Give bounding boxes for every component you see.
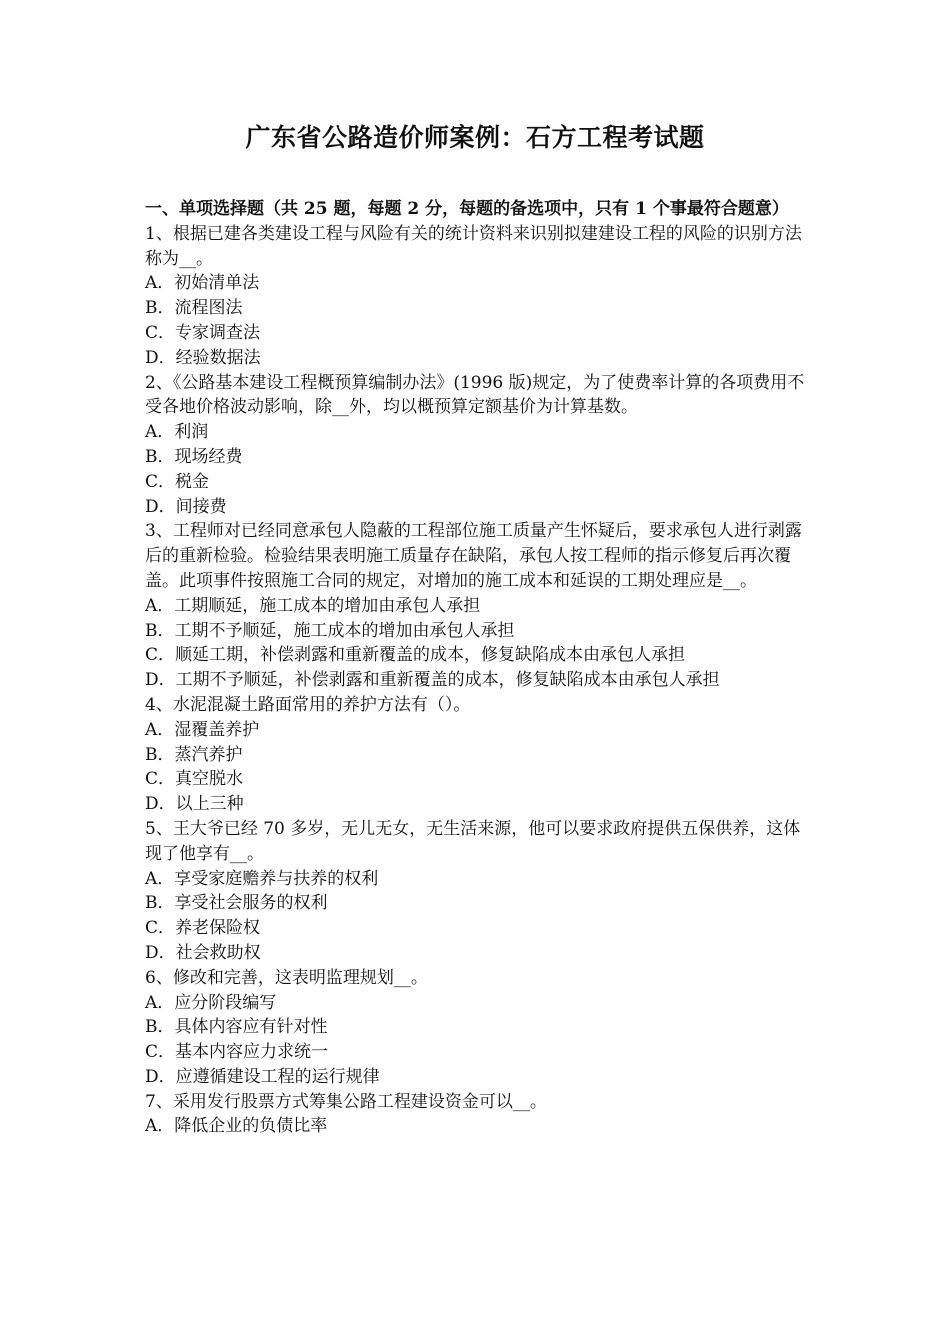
question-text: 2、《公路基本建设工程概预算编制办法》(1996 版)规定，为了使费率计算的各项费用不受各地价格波动影响，除__外，均以概预算定额基价为计算基数。 bbox=[145, 372, 805, 418]
option-a: A．工期顺延，施工成本的增加由承包人承担 bbox=[145, 595, 481, 616]
option-c: C．顺延工期，补偿剥露和重新覆盖的成本，修复缺陷成本由承包人承担 bbox=[145, 645, 686, 666]
option-b: B．具体内容应有针对性 bbox=[145, 1017, 328, 1038]
option-c: C．真空脱水 bbox=[145, 769, 244, 790]
question-text: 7、采用发行股票方式筹集公路工程建设资金可以__。 bbox=[145, 1091, 547, 1112]
question-6 bbox=[145, 966, 810, 1090]
question-text: 6、修改和完善，这表明监理规划__。 bbox=[145, 967, 428, 988]
option-d: D．社会救助权 bbox=[145, 942, 261, 963]
section-heading: 一、单项选择题（共 25 题，每题 2 分，每题的备选项中，只有 1 个事最符合题意） bbox=[145, 199, 789, 219]
option-d: D．以上三种 bbox=[145, 794, 244, 815]
option-d: D．间接费 bbox=[145, 496, 227, 517]
question-5 bbox=[145, 817, 810, 966]
document-body bbox=[145, 197, 810, 1139]
option-a: A．利润 bbox=[145, 422, 209, 443]
option-d: D．工期不予顺延，补偿剥露和重新覆盖的成本，修复缺陷成本由承包人承担 bbox=[145, 670, 720, 691]
option-a: A．降低企业的负债比率 bbox=[145, 1116, 328, 1137]
option-b: B．工期不予顺延，施工成本的增加由承包人承担 bbox=[145, 620, 515, 641]
option-d: D．应遵循建设工程的运行规律 bbox=[145, 1066, 380, 1087]
option-d: D．经验数据法 bbox=[145, 347, 261, 368]
option-a: A．应分阶段编写 bbox=[145, 992, 277, 1013]
question-text: 1、根据已建各类建设工程与风险有关的统计资料来识别拟建建设工程的风险的识别方法称为__。 bbox=[145, 223, 802, 269]
option-c: C．养老保险权 bbox=[145, 918, 261, 939]
option-c: C．税金 bbox=[145, 471, 210, 492]
question-4 bbox=[145, 693, 810, 817]
option-b: B．享受社会服务的权利 bbox=[145, 893, 328, 914]
option-c: C．基本内容应力求统一 bbox=[145, 1042, 329, 1063]
question-text: 4、水泥混凝土路面常用的养护方法有（）。 bbox=[145, 694, 471, 715]
option-b: B．现场经费 bbox=[145, 446, 243, 467]
question-text: 5、王大爷已经 70 多岁，无儿无女，无生活来源，他可以要求政府提供五保供养，这体现了他享有__。 bbox=[145, 818, 801, 864]
option-a: A．初始清单法 bbox=[145, 273, 260, 294]
document-title: 广东省公路造价师案例：石方工程考试题 bbox=[245, 123, 705, 152]
question-2 bbox=[145, 371, 810, 520]
question-1 bbox=[145, 222, 810, 371]
option-b: B．流程图法 bbox=[145, 298, 243, 319]
question-text: 3、工程师对已经同意承包人隐蔽的工程部位施工质量产生怀疑后，要求承包人进行剥露后的重新检验。检验结果表明施工质量存在缺陷，承包人按工程师的指示修复后再次覆盖。此项事件按照施工合同的规定，对增加的施工成本和延误的工期处理应是__。 bbox=[145, 521, 802, 591]
option-a: A．湿覆盖养护 bbox=[145, 719, 260, 740]
question-3 bbox=[145, 519, 810, 693]
question-7 bbox=[145, 1090, 810, 1140]
option-c: C．专家调查法 bbox=[145, 322, 261, 343]
option-b: B．蒸汽养护 bbox=[145, 744, 243, 765]
option-a: A．享受家庭赡养与扶养的权利 bbox=[145, 868, 379, 889]
